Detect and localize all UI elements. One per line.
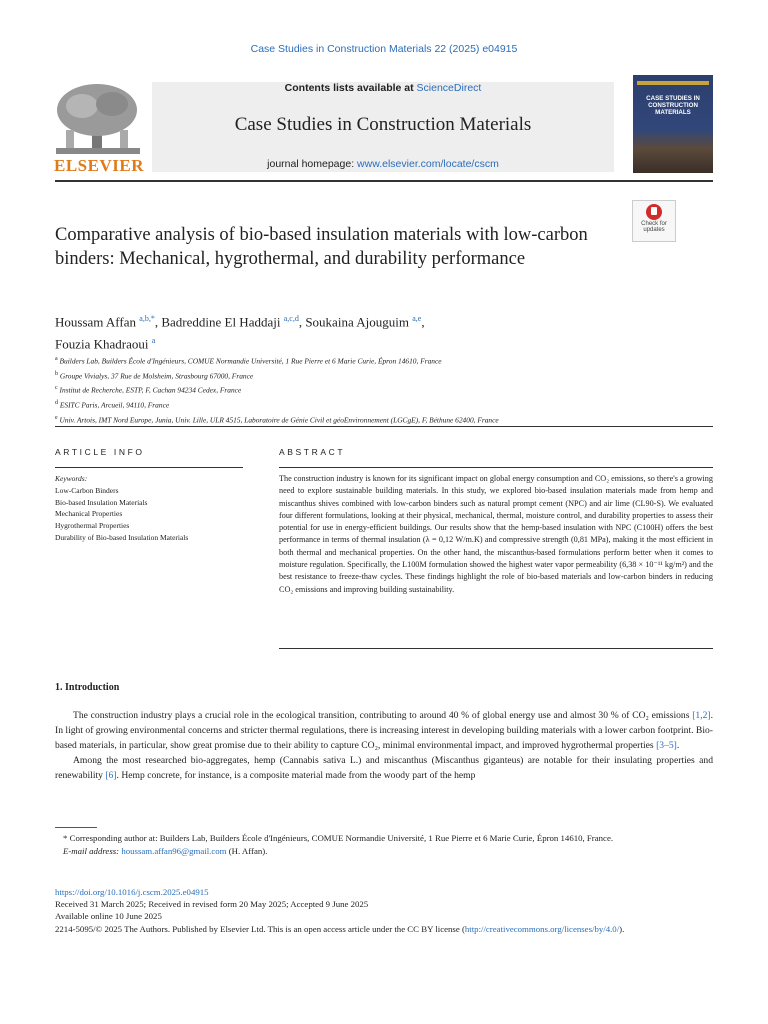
text-run: Among the most researched bio-aggregates, hemp (Cannabis sativa L.) and miscanthus (Miscanthus giganteus) are notable for their insulating properties and renewability bbox=[55, 755, 713, 782]
affiliation-item bbox=[55, 368, 715, 383]
keywords-label: Keywords: bbox=[55, 474, 88, 483]
author-affiliation-marker[interactable]: a,e bbox=[412, 314, 422, 323]
citation-link[interactable]: [1,2] bbox=[692, 710, 711, 721]
text-run: The construction industry plays a crucial role in the ecological transition, contributing to around 40 % of global energy use and almost 30 % of CO₂ emissions bbox=[73, 710, 693, 721]
section-heading-introduction: 1. Introduction bbox=[55, 682, 120, 693]
keyword-item: Low-Carbon Binders bbox=[55, 485, 119, 495]
affiliation-text: Builders Lab, Builders École d'Ingénieurs, COMUE Normandie Université, 1 Rue Pierre et 6 Marie Curie, Épron 14610, France bbox=[59, 356, 442, 366]
footnote-divider bbox=[55, 827, 97, 828]
article-metadata bbox=[55, 886, 713, 935]
bookmark-icon bbox=[646, 204, 662, 220]
author-affiliation-marker[interactable]: a bbox=[151, 336, 156, 346]
affiliation-item bbox=[55, 412, 715, 427]
introduction-body bbox=[55, 708, 713, 783]
paragraph bbox=[55, 708, 713, 753]
affiliation-marker: d bbox=[55, 400, 58, 407]
author-list bbox=[55, 309, 695, 354]
license-statement bbox=[55, 923, 713, 935]
author-name[interactable]: Houssam Affan bbox=[55, 314, 137, 330]
corresponding-author-note: * Corresponding author at: Builders Lab, Builders École d'Ingénieurs, COMUE Normandie Université, 1 Rue Pierre et 6 Marie Curie, Épron 14610, France. bbox=[63, 833, 614, 843]
affiliation-text: Univ. Artois, IMT Nord Europe, Junia, Univ. Lille, ULR 4515, Laboratoire de Génie Civil et géoEnvironnement (LGCgE), F, Béthune 62400, France bbox=[59, 415, 499, 425]
abstract-text: The construction industry is known for its significant impact on global energy consumption and CO₂ emissions, so there's a growing need to explore sustainable building materials. In this study, we explored bio-based insulation materials made from hemp and miscanthus shives combined with low-carbon binders such as natural prompt cement (NPC) and air lime (CL90-S). We evaluated four different formulations, looking at their physical, mechanical, thermal, moisture control, and durability properties to assess their potential for use in energy-efficient buildings. Our results show that the hemp-based insulation with NPC (C100H) offers the best performance in terms of thermal insulation (λ = 0,12 W/m.K) and compressive strength (0,81 MPa), making it the most efficient in both thermal and mechanical properties. On the other hand, the miscanthus-based formulations perform better when it comes to moisture regulation. Specifically, the L100M formulation showed the highest water vapor permeability (6,38 × 10⁻¹¹ kg/m²) and the best resistance to freeze-thaw cycles. These findings highlight the role of bio-based materials and low-carbon binders in reducing CO₂ emissions and improving building sustainability. bbox=[279, 474, 713, 594]
affiliation-text: Groupe Vivialys, 37 Rue de Molsheim, Strasbourg 67000, France bbox=[59, 371, 254, 381]
affiliation-item bbox=[55, 353, 715, 368]
citation-link[interactable]: [6] bbox=[105, 770, 117, 782]
affiliation-marker: a bbox=[55, 356, 58, 362]
available-online-date: Available online 10 June 2025 bbox=[55, 911, 162, 922]
tree-icon bbox=[52, 82, 144, 156]
abstract-bottom-divider bbox=[279, 648, 713, 649]
abstract-heading: ABSTRACT bbox=[279, 447, 346, 457]
journal-title: Case Studies in Construction Materials bbox=[234, 114, 532, 135]
affiliation-list bbox=[55, 353, 715, 426]
license-text-end: ). bbox=[619, 923, 625, 934]
text-run: . bbox=[676, 740, 680, 752]
author-separator: , bbox=[298, 314, 306, 330]
article-info-divider bbox=[55, 467, 243, 468]
affiliation-item bbox=[55, 382, 715, 397]
cover-title: CASE STUDIES IN CONSTRUCTION MATERIALS bbox=[646, 95, 700, 116]
keyword-item: Mechanical Properties bbox=[55, 509, 123, 519]
author-separator: , bbox=[421, 314, 425, 330]
license-text: 2214-5095/© 2025 The Authors. Published by Elsevier Ltd. This is an open access article under the CC BY license ( bbox=[55, 923, 465, 934]
header-divider bbox=[55, 180, 713, 182]
homepage-link[interactable]: www.elsevier.com/locate/cscm bbox=[357, 158, 499, 170]
affiliation-marker: e bbox=[55, 414, 58, 421]
paragraph bbox=[55, 753, 713, 783]
contents-prefix: Contents lists available at bbox=[284, 82, 417, 94]
journal-cover-thumbnail[interactable] bbox=[633, 75, 713, 173]
contents-availability bbox=[152, 82, 614, 94]
email-label: E-mail address: bbox=[63, 845, 122, 856]
keyword-item: Durability of Bio-based Insulation Materials bbox=[55, 532, 189, 542]
license-link[interactable]: http://creativecommons.org/licenses/by/4.0/ bbox=[464, 923, 620, 934]
publisher-wordmark: ELSEVIER bbox=[54, 156, 144, 175]
keywords-list bbox=[55, 473, 255, 544]
email-line bbox=[55, 845, 713, 858]
author-separator: , bbox=[154, 314, 162, 330]
keyword-item: Hygrothermal Properties bbox=[55, 521, 130, 531]
author-name[interactable]: Soukaina Ajouguim bbox=[305, 314, 409, 330]
email-suffix: (H. Affan). bbox=[226, 845, 268, 856]
journal-reference[interactable]: Case Studies in Construction Materials 22 (2025) e04915 bbox=[250, 43, 518, 55]
text-run: . In light of growing environmental concerns and stricter thermal regulations, there is increasing interest in developing building materials with a lower carbon footprint. Bio-based materials, in particular, show great promise due to their ability to capture CO₂, minimal environmental impact, and improved hygrothermal properties bbox=[55, 710, 713, 752]
elsevier-logo bbox=[52, 82, 144, 174]
doi-link[interactable]: https://doi.org/10.1016/j.cscm.2025.e04915 bbox=[55, 887, 209, 897]
article-info-heading: ARTICLE INFO bbox=[55, 447, 145, 457]
citation-link[interactable]: [3–5] bbox=[656, 740, 677, 752]
check-updates-label: Check for updates bbox=[641, 221, 667, 233]
received-dates: Received 31 March 2025; Received in revised form 20 May 2025; Accepted 9 June 2025 bbox=[55, 899, 369, 910]
journal-homepage bbox=[152, 158, 614, 170]
author-affiliation-marker[interactable]: a,b,* bbox=[139, 314, 155, 323]
author-affiliation-marker[interactable]: a,c,d bbox=[283, 314, 299, 323]
section-divider bbox=[55, 426, 713, 427]
affiliation-item bbox=[55, 397, 715, 412]
homepage-prefix: journal homepage: bbox=[267, 158, 358, 170]
cover-band bbox=[637, 81, 709, 85]
sciencedirect-link[interactable]: ScienceDirect bbox=[416, 82, 482, 94]
email-link[interactable]: houssam.affan96@gmail.com bbox=[121, 845, 227, 856]
text-run: . Hemp concrete, for instance, is a composite material made from the woody part of the hemp bbox=[116, 770, 476, 782]
affiliation-text: Institut de Recherche, ESTP, F, Cachan 94234 Cedex, France bbox=[59, 385, 242, 395]
paper-title: Comparative analysis of bio-based insulation materials with low-carbon binders: Mechanical, hygrothermal, and durability performance bbox=[55, 225, 588, 269]
author-name[interactable]: Fouzia Khadraoui bbox=[55, 336, 149, 352]
check-for-updates-badge[interactable] bbox=[632, 200, 676, 242]
affiliation-marker: b bbox=[55, 370, 58, 377]
keyword-item: Bio-based Insulation Materials bbox=[55, 497, 148, 507]
affiliation-text: ESITC Paris, Arcueil, 94110, France bbox=[59, 400, 170, 410]
author-name[interactable]: Badreddine El Haddaji bbox=[161, 314, 281, 330]
footnote bbox=[55, 832, 713, 858]
abstract-divider bbox=[279, 467, 713, 468]
affiliation-marker: c bbox=[55, 385, 58, 392]
